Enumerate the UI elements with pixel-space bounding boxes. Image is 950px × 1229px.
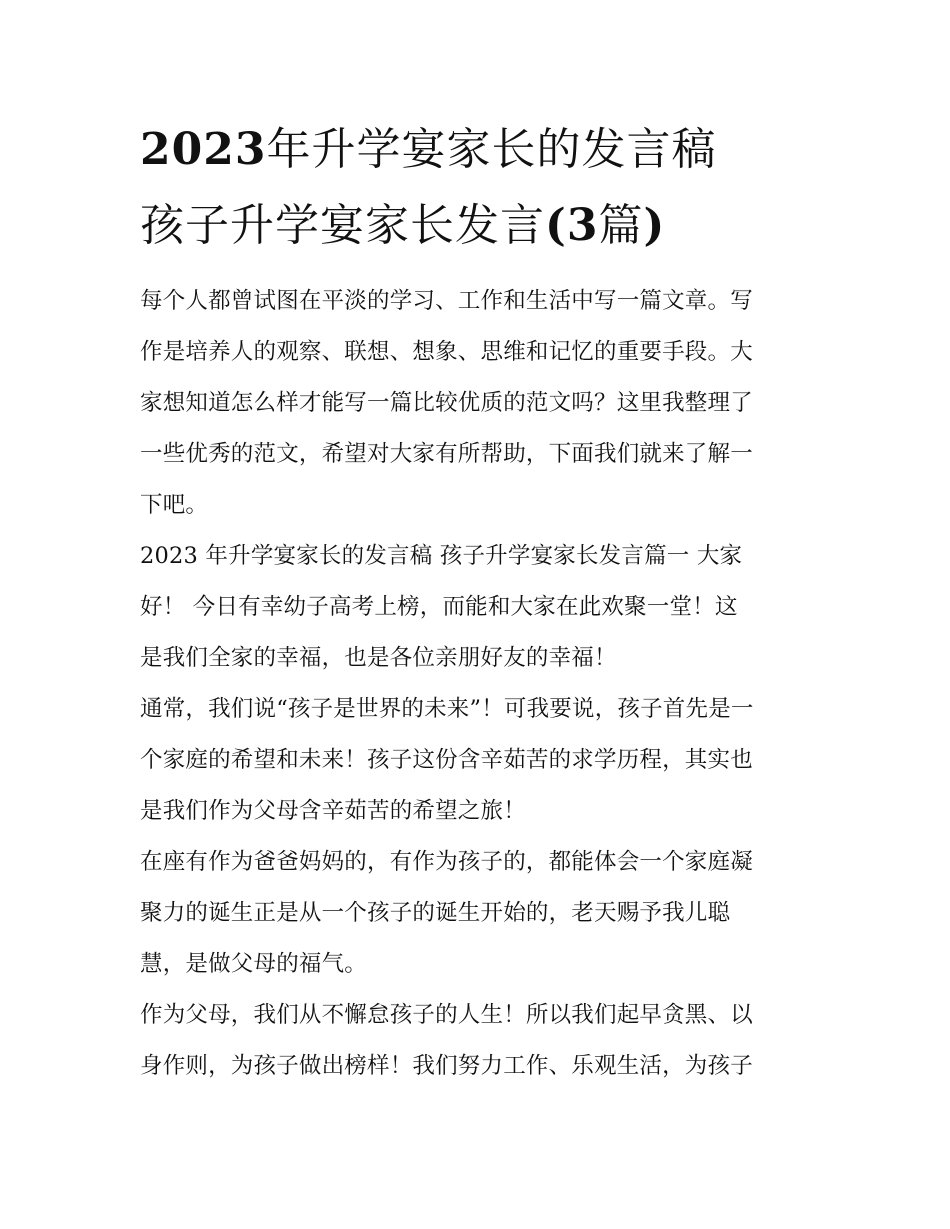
paragraph-intro	[140, 276, 820, 531]
title-line-1	[140, 112, 830, 188]
title-line-2	[140, 188, 830, 264]
paragraph-family-cohesion	[140, 837, 820, 990]
text-line: 下吧。	[140, 492, 209, 518]
paragraph-section-1-opening	[140, 531, 820, 684]
text-line: 一些优秀的范文，希望对大家有所帮助，下面我们就来了解一	[140, 441, 753, 467]
title-paren-open: (3	[545, 200, 599, 251]
text-line: 慧，是做父母的福气。	[140, 951, 368, 977]
text-line: 作是培养人的观察、联想、想象、思维和记忆的重要手段。大	[140, 339, 753, 365]
text-line: 身作则，为孩子做出榜样！我们努力工作、乐观生活，为孩子	[140, 1053, 753, 1079]
text-line: 2023 年升学宴家长的发言稿 孩子升学宴家长发言篇一 大家	[140, 543, 743, 569]
text-line: 在座有作为爸爸妈妈的，有作为孩子的，都能体会一个家庭凝	[140, 849, 753, 875]
text-line: 每个人都曾试图在平淡的学习、工作和生活中写一篇文章。写	[140, 288, 753, 314]
title-line-2-mid: 篇	[598, 200, 644, 251]
text-line: 个家庭的希望和未来！孩子这份含辛茹苦的求学历程，其实也	[140, 747, 753, 773]
paragraph-children-future	[140, 684, 820, 837]
text-line: 通常，我们说“孩子是世界的未来”！可我要说，孩子首先是一	[140, 696, 754, 722]
title-year: 2023	[140, 124, 267, 175]
text-line: 是我们作为父母含辛茹苦的希望之旅！	[140, 798, 526, 824]
title-paren-close: )	[643, 200, 666, 251]
title-line-2-prefix: 孩子升学宴家长发言	[140, 200, 545, 251]
document-title	[140, 112, 830, 264]
text-line: 好！ 今日有幸幼子高考上榜，而能和大家在此欢聚一堂！这	[140, 594, 738, 620]
text-line: 是我们全家的幸福，也是各位亲朋好友的幸福！	[140, 645, 617, 671]
paragraph-parents-effort	[140, 990, 820, 1092]
text-line: 聚力的诞生正是从一个孩子的诞生开始的，老天赐予我儿聪	[140, 900, 731, 926]
title-line-1-text: 年升学宴家长的发言稿	[266, 124, 717, 175]
document-body	[140, 276, 820, 1092]
text-line: 作为父母，我们从不懈怠孩子的人生！所以我们起早贪黑、以	[140, 1002, 753, 1028]
text-line: 家想知道怎么样才能写一篇比较优质的范文吗？这里我整理了	[140, 390, 753, 416]
